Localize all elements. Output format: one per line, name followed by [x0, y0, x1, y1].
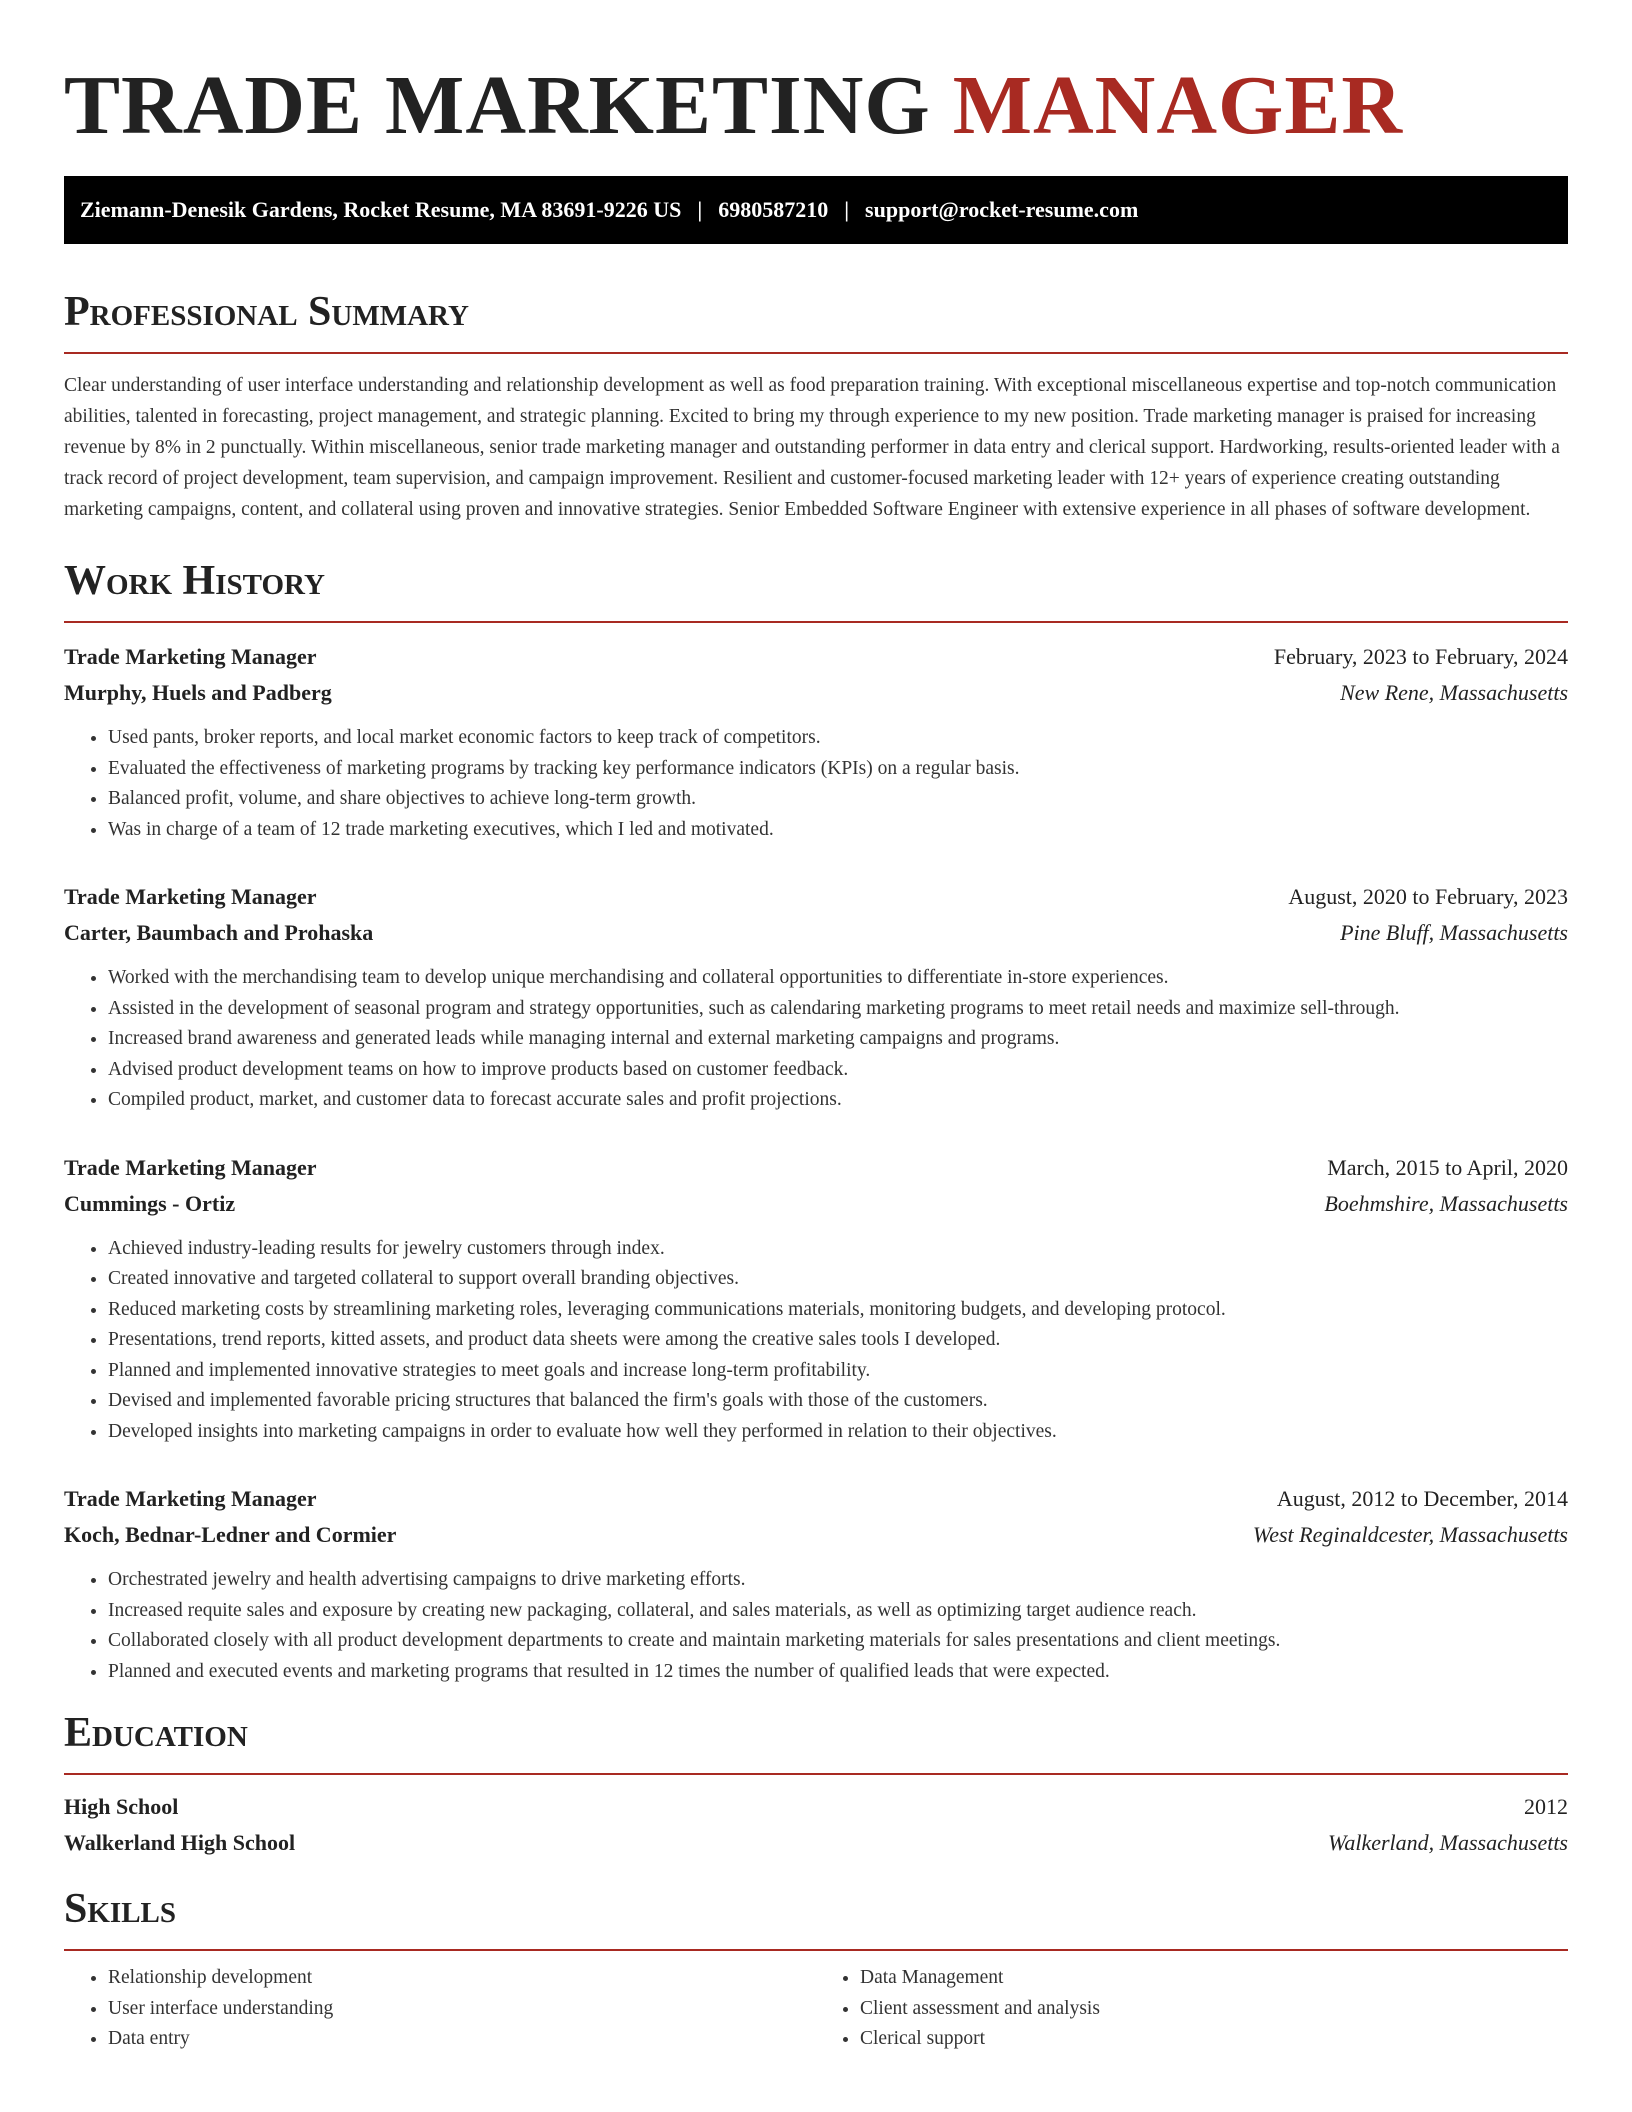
job-header-row [64, 639, 1568, 675]
skill-item: • Relationship development [108, 1963, 816, 1994]
education-school: Walkerland High School [64, 1830, 296, 1855]
job-bullet: • Reduced marketing costs by streamlining marketing roles, leveraging communications materials, monitoring budgets, and developing protocol. [108, 1295, 1568, 1326]
work-history-section [64, 555, 1568, 1687]
contact-separator: | [697, 197, 703, 222]
job-bullet: • Evaluated the effectiveness of marketing programs by tracking key performance indicators (KPIs) on a regular basis. [108, 754, 1568, 785]
contact-email: support@rocket-resume.com [865, 197, 1139, 222]
job-company-row [64, 1186, 1568, 1222]
job-location: West Reginaldcester, Massachusetts [1252, 1522, 1568, 1547]
job-bullet: • Compiled product, market, and customer data to forecast accurate sales and profit projections. [108, 1085, 1568, 1116]
job-dates: March, 2015 to April, 2020 [1327, 1154, 1568, 1180]
job-company: Murphy, Huels and Padberg [64, 680, 332, 705]
job-bullets [64, 1565, 1568, 1687]
job-title: Trade Marketing Manager [64, 884, 317, 909]
job-bullet: • Was in charge of a team of 12 trade marketing executives, which I led and motivated. [108, 815, 1568, 846]
skills-grid [64, 1963, 1568, 2055]
skill-item: • Data entry [108, 2024, 816, 2055]
education-section [64, 1707, 1568, 1861]
title-accent: MANAGER [952, 59, 1404, 152]
skills-column-right [816, 1963, 1568, 2055]
job-bullets [64, 723, 1568, 845]
skill-item: • Clerical support [860, 2024, 1568, 2055]
job-company-row [64, 1517, 1568, 1553]
job-location: Pine Bluff, Massachusetts [1340, 920, 1568, 945]
skill-item: • Data Management [860, 1963, 1568, 1994]
section-heading: Professional Summary [64, 286, 1568, 354]
job-dates: August, 2012 to December, 2014 [1276, 1486, 1568, 1511]
job-entry [64, 1150, 1568, 1448]
job-bullet: • Presentations, trend reports, kitted assets, and product data sheets were among the creative sales tools I developed. [108, 1325, 1568, 1356]
job-bullet: • Worked with the merchandising team to develop unique merchandising and collateral opportunities to differentiate in-store experiences. [108, 963, 1568, 994]
education-location: Walkerland, Massachusetts [1328, 1830, 1568, 1855]
job-bullet: • Balanced profit, volume, and share objectives to achieve long-term growth. [108, 784, 1568, 815]
job-dates: August, 2020 to February, 2023 [1288, 884, 1568, 909]
job-location: New Rene, Massachusetts [1340, 680, 1568, 705]
job-company-row [64, 915, 1568, 951]
job-bullets [64, 1234, 1568, 1448]
job-title: Trade Marketing Manager [64, 1486, 317, 1511]
job-bullet: • Devised and implemented favorable pricing structures that balanced the firm's goals with those of the customers. [108, 1386, 1568, 1417]
resume-title [64, 0, 1568, 156]
job-bullets [64, 963, 1568, 1116]
contact-phone: 6980587210 [718, 197, 829, 222]
job-title: Trade Marketing Manager [64, 1154, 317, 1180]
job-bullet: • Planned and implemented innovative strategies to meet goals and increase long-term profitability. [108, 1356, 1568, 1387]
skills-section [64, 1883, 1568, 2055]
job-dates: February, 2023 to February, 2024 [1273, 644, 1568, 669]
job-bullet: • Orchestrated jewelry and health advertising campaigns to drive marketing efforts. [108, 1565, 1568, 1596]
contact-separator: | [844, 197, 850, 222]
contact-address: Ziemann-Denesik Gardens, Rocket Resume, MA 83691-9226 US [80, 197, 682, 222]
job-entry [64, 1481, 1568, 1687]
section-heading: Work History [64, 555, 1568, 623]
job-bullet: • Assisted in the development of seasonal program and strategy opportunities, such as calendaring marketing programs to meet retail needs and maximize sell-through. [108, 994, 1568, 1025]
job-bullet: • Planned and executed events and marketing programs that resulted in 12 times the number of qualified leads that were expected. [108, 1657, 1568, 1688]
job-header-row [64, 879, 1568, 915]
job-bullet: • Achieved industry-leading results for jewelry customers through index. [108, 1234, 1568, 1265]
job-bullet: • Advised product development teams on how to improve products based on customer feedback. [108, 1055, 1568, 1086]
job-bullet: • Used pants, broker reports, and local market economic factors to keep track of competitors. [108, 723, 1568, 754]
skill-item: • User interface understanding [108, 1994, 816, 2025]
job-entry [64, 879, 1568, 1116]
summary-section [64, 286, 1568, 525]
education-year: 2012 [1524, 1794, 1568, 1819]
job-company-row [64, 675, 1568, 711]
education-school-row [64, 1825, 1568, 1861]
section-heading: Skills [64, 1883, 1568, 1951]
job-header-row [64, 1150, 1568, 1186]
job-bullet: • Collaborated closely with all product development departments to create and maintain marketing materials for sales presentations and client meetings. [108, 1626, 1568, 1657]
education-header-row [64, 1789, 1568, 1825]
education-entry [64, 1789, 1568, 1861]
job-title: Trade Marketing Manager [64, 644, 317, 669]
contact-bar [64, 176, 1568, 244]
skills-column-left [64, 1963, 816, 2055]
job-header-row [64, 1481, 1568, 1517]
job-entry [64, 639, 1568, 845]
job-company: Carter, Baumbach and Prohaska [64, 920, 374, 945]
job-bullet: • Increased requite sales and exposure by creating new packaging, collateral, and sales materials, as well as optimizing target audience reach. [108, 1596, 1568, 1627]
job-bullet: • Developed insights into marketing campaigns in order to evaluate how well they performed in relation to their objectives. [108, 1417, 1568, 1448]
job-bullet: • Created innovative and targeted collateral to support overall branding objectives. [108, 1264, 1568, 1295]
job-company: Koch, Bednar-Ledner and Cormier [64, 1522, 397, 1547]
section-heading: Education [64, 1707, 1568, 1775]
education-degree: High School [64, 1794, 179, 1819]
skill-item: • Client assessment and analysis [860, 1994, 1568, 2025]
title-main: TRADE MARKETING [64, 59, 931, 152]
job-location: Boehmshire, Massachusetts [1324, 1190, 1568, 1216]
summary-text: Clear understanding of user interface understanding and relationship development as well as food preparation training. With exceptional miscellaneous expertise and top-notch communication abilities, talented in forecasting, project management, and strategic planning. Excited to bring my through experience to my new position. Trade marketing manager is praised for increasing revenue by 8% in 2 punctually. Within miscellaneous, senior trade marketing manager and outstanding performer in data entry and clerical support. Hardworking, results-oriented leader with a track record of project development, team supervision, and campaign improvement. Resilient and customer-focused marketing leader with 12+ years of experience creating outstanding marketing campaigns, content, and collateral using proven and innovative strategies. Senior Embedded Software Engineer with extensive experience in all phases of software development. [64, 375, 1560, 520]
job-bullet: • Increased brand awareness and generated leads while managing internal and external marketing campaigns and programs. [108, 1024, 1568, 1055]
job-company: Cummings - Ortiz [64, 1190, 236, 1216]
